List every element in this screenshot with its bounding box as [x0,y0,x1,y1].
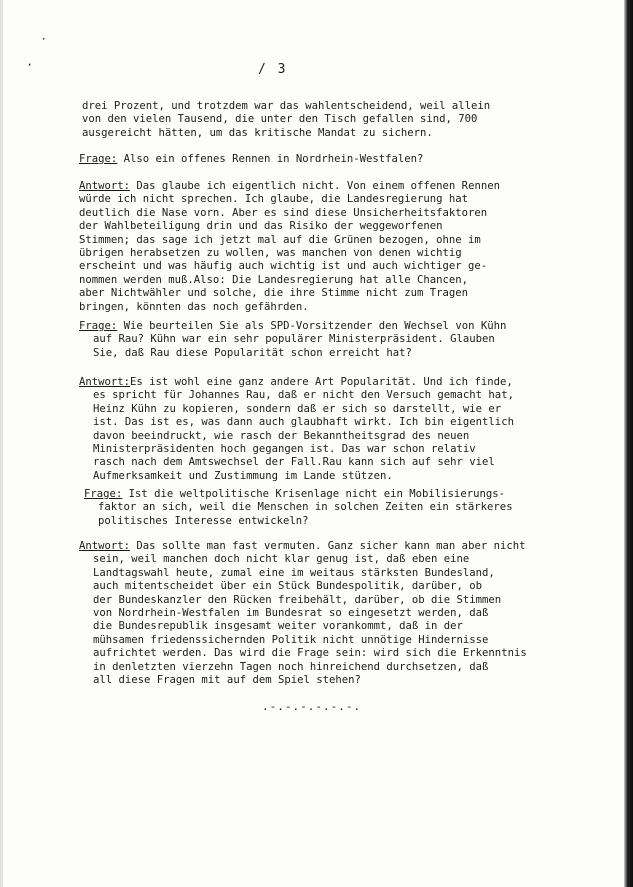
paragraph-continuation [82,100,582,140]
text-line: deutlich die Nase vorn. Aber es sind diese Unsicherheitsfaktoren [79,206,488,219]
text-line: politisches Interesse entwickeln? [98,514,309,527]
page-number: / 3 [258,62,288,77]
question-label: Frage: [79,153,118,165]
text-span: Wie beurteilen Sie als SPD-Vorsitzender den Wechsel von Kühn [117,320,507,332]
text-span: Also ein offenes Rennen in Nordrhein-Westfalen? [117,153,424,165]
answer-block [79,376,579,483]
answer-block [79,180,579,314]
text-line: erscheint und was häufig auch wichtig ist und auch wichtiger ge- [79,260,488,273]
text-line: Aufmerksamkeit und Zustimmung im Lande stützen. [93,469,393,482]
scan-speck: · [26,58,34,72]
text-line: die Bundesrepublik insgesamt weiter vorankommt, daß in der [93,620,463,633]
text-line [79,180,579,193]
text-line: aber Nichtwähler und solche, die ihre Stimme nicht zum Tragen [79,287,469,300]
text-line: drei Prozent, und trotzdem war das wahlentscheidend, weil allein [82,100,491,112]
text-line: von Nordrhein-Westfalen im Bundesrat so eingesetzt werden, daß [93,607,489,620]
question-label: Frage: [84,488,123,500]
text-line [84,488,584,501]
text-span: Das sollte man fast vermuten. Ganz sicher kann man aber nicht [130,540,526,552]
text-line [79,153,579,166]
text-line: Sie, daß Rau diese Popularität schon erreicht hat? [93,346,412,359]
text-line: es spricht für Johannes Rau, daß er nicht den Versuch gemacht hat, [93,389,514,402]
scan-edge-left [0,0,3,887]
text-span: Ist die weltpolitische Krisenlage nicht ein Mobilisierungs- [122,488,505,500]
text-line: Heinz Kühn zu kopieren, sondern daß er sich so darstellt, wie er [93,402,502,415]
text-line: mühsamen friedenssichernden Politik nicht unnötige Hindernisse [93,633,489,646]
answer-label: Antwort: [79,180,131,192]
answer-label: Antwort: [79,540,131,552]
question-block [79,320,579,360]
text-line: auf Rau? Kühn war ein sehr populärer Ministerpräsident. Glauben [93,333,495,346]
text-line: der Bundeskanzler den Rücken freibehält, darüber, ob die Stimmen [93,593,502,606]
text-line [79,376,579,389]
text-line: nommen werden muß.Also: Die Landesregierung hat alle Chancen, [79,273,469,286]
text-line: all diese Fragen mit auf dem Spiel stehen? [93,674,361,687]
text-line [79,540,579,553]
text-line: Landtagswahl heute, zumal eine im weitaus stärksten Bundesland, [93,566,495,579]
text-line [79,320,579,333]
text-line: davon beeindruckt, wie rasch der Bekanntheitsgrad des neuen [93,429,470,442]
text-line: aufrichtet werden. Das wird die Frage sein: wird sich die Erkenntnis [93,647,527,660]
text-span: Das glaube ich eigentlich nicht. Von einem offenen Rennen [130,180,500,192]
text-line: ausgereicht hätten, um das kritische Mandat zu sichern. [82,126,433,139]
text-line: auch mitentscheidet über ein Stück Bundespolitik, darüber, ob [93,580,483,593]
text-line: von den vielen Tausend, die unter den Tisch gefallen sind, 700 [82,113,478,126]
text-line: ist. Das ist es, was dann auch glaubhaft wirkt. Ich bin eigentlich [93,416,514,429]
end-divider: .-.-.-.-.-.-. [262,700,362,713]
answer-label: Antwort: [79,376,131,388]
question-block [84,488,584,528]
text-span: Es ist wohl eine ganz andere Art Popularität. Und ich finde, [130,376,513,388]
text-line: übrigen herabsetzen zu wollen, was manchen von denen wichtig [79,247,462,260]
text-line: Stimmen; das sage ich jetzt mal auf die Grünen bezogen, ohne im [79,233,481,246]
question-block [79,153,579,166]
text-line: würde ich nicht sprechen. Ich glaube, die Landesregierung hat [79,193,469,206]
text-line: bringen, könnten das noch gefährden. [79,300,309,313]
text-line: faktor an sich, weil die Menschen in solchen Zeiten ein stärkeres [98,501,513,514]
text-line: der Wahlbeteiligung drin und das Risiko der weggeworfenen [79,220,443,233]
text-line: rasch nach dem Amtswechsel der Fall.Rau kann sich auf sehr viel [93,456,495,469]
scan-speck: ⸱ [42,32,46,46]
question-label: Frage: [79,320,118,332]
text-line: in denletzten vierzehn Tagen noch hinreichend durchsetzen, daß [93,660,489,673]
text-line: sein, weil manchen doch nicht klar genug ist, daß eben eine [93,553,470,566]
answer-block [79,540,579,687]
scan-edge-right [624,0,633,887]
text-line: Ministerpräsidenten hoch gegangen ist. Das war schon relativ [93,443,476,456]
